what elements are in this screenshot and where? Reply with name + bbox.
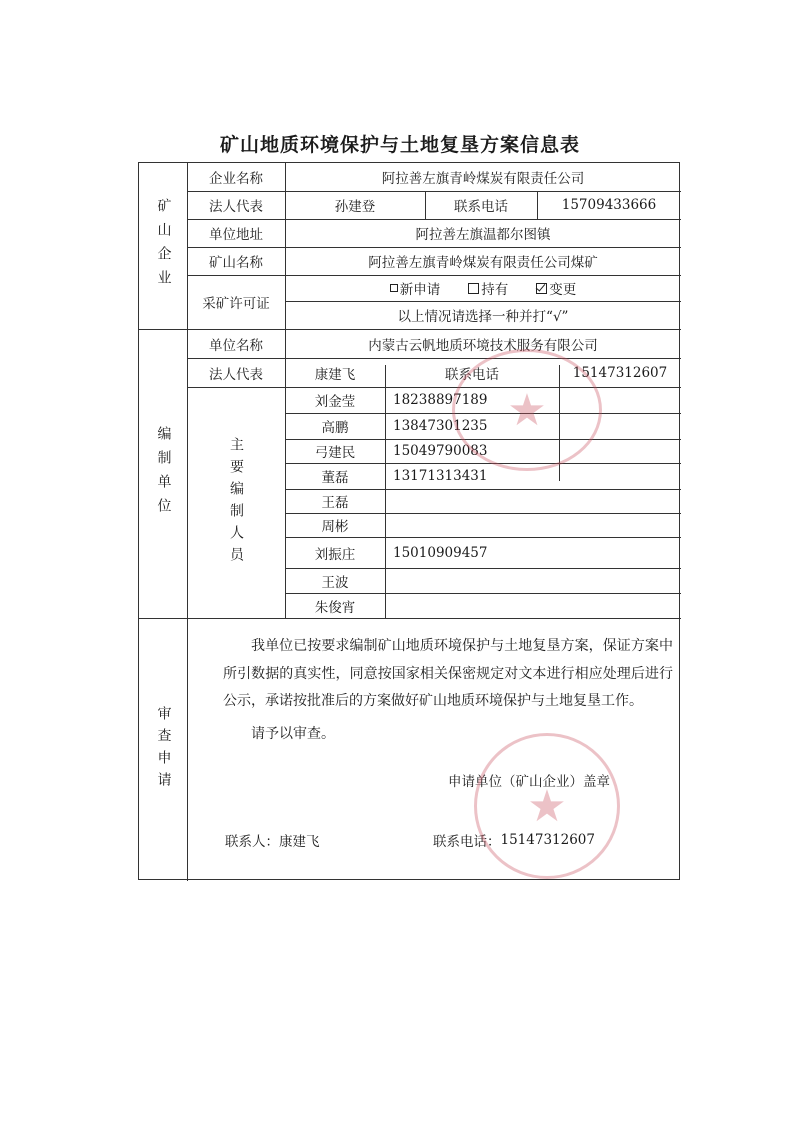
unit-legal-rep-value: 康建飞 bbox=[314, 366, 356, 383]
unit-name-value: 内蒙古云帆地质环境技术服务有限公司 bbox=[368, 337, 598, 354]
phone-value: 15709433666 bbox=[561, 197, 657, 213]
license-label: 采矿许可证 bbox=[202, 296, 270, 312]
contact: 联系人： 康建飞 bbox=[225, 834, 320, 850]
mine-name-label: 矿山名称 bbox=[209, 255, 263, 271]
company-seal bbox=[474, 733, 620, 879]
legal-rep-value: 孙建登 bbox=[334, 199, 376, 215]
compiling-unit-seal bbox=[452, 349, 602, 471]
company-name-label: 企业名称 bbox=[209, 171, 263, 187]
contact-phone: 联系电话： 15147312607 bbox=[433, 832, 595, 850]
section-label: 编制单位 bbox=[155, 425, 172, 522]
license-option-change[interactable]: 变更 bbox=[536, 278, 576, 298]
staff-name: 弓建民 bbox=[314, 445, 356, 461]
license-options bbox=[285, 275, 681, 301]
seal-label: 申请单位（矿山企业）盖章 bbox=[448, 774, 610, 790]
checkbox-checked-icon[interactable] bbox=[536, 283, 547, 294]
checkbox-icon[interactable] bbox=[468, 283, 479, 294]
section-label: 审查申请 bbox=[155, 705, 172, 794]
staff-name: 高鹏 bbox=[321, 420, 349, 436]
staff-phone: 15010909457 bbox=[393, 544, 488, 561]
review-statement: 我单位已按要求编制矿山地质环境保护与土地复垦方案，保证方案中所引数据的真实性，同意按国家相关保密规定对文本进行相应处理后进行公示，承诺按批准后的方案做好矿山地质环境保护与土地复垦工作。 bbox=[223, 638, 673, 709]
staff-name: 王磊 bbox=[321, 495, 349, 511]
phone-label: 联系电话 bbox=[454, 199, 508, 215]
review-request: 请予以审查。 bbox=[251, 726, 335, 742]
star-icon: ★ bbox=[527, 780, 567, 832]
unit-name-label: 单位名称 bbox=[209, 337, 263, 354]
staff-name: 刘振庄 bbox=[314, 546, 356, 563]
star-icon: ★ bbox=[507, 384, 547, 436]
address-value: 阿拉善左旗温都尔图镇 bbox=[415, 227, 551, 243]
section-label: 矿山企业 bbox=[155, 198, 172, 294]
staff-name: 董磊 bbox=[321, 470, 349, 486]
license-option-new[interactable]: 新申请 bbox=[390, 278, 441, 298]
section-review bbox=[139, 618, 187, 881]
staff-phone: 13171313431 bbox=[393, 468, 488, 484]
section-mining-enterprise bbox=[139, 163, 187, 329]
unit-phone-label: 联系电话 bbox=[445, 366, 499, 383]
staff-label: 主要编制人员 bbox=[228, 436, 244, 569]
mine-name-value: 阿拉善左旗青岭煤炭有限责任公司煤矿 bbox=[368, 255, 598, 271]
unit-phone-value: 15147312607 bbox=[572, 364, 668, 381]
checkbox-icon[interactable] bbox=[390, 284, 398, 292]
staff-phone: 15049790083 bbox=[393, 443, 488, 459]
section-compiling-unit bbox=[139, 329, 187, 618]
staff-name: 周彬 bbox=[321, 519, 349, 535]
staff-name: 朱俊宵 bbox=[314, 599, 356, 616]
staff-name: 王波 bbox=[321, 574, 349, 591]
page-title: 矿山地质环境保护与土地复垦方案信息表 bbox=[219, 134, 580, 156]
staff-name: 刘金莹 bbox=[314, 394, 356, 410]
unit-legal-rep-label: 法人代表 bbox=[209, 366, 263, 383]
license-option-hold[interactable]: 持有 bbox=[468, 278, 508, 298]
staff-phone: 18238897189 bbox=[393, 392, 488, 408]
info-table bbox=[138, 162, 680, 880]
company-name-value: 阿拉善左旗青岭煤炭有限责任公司 bbox=[381, 171, 585, 187]
license-note: 以上情况请选择一种并打“√” bbox=[397, 309, 569, 325]
staff-phone: 13847301235 bbox=[393, 418, 488, 434]
legal-rep-label: 法人代表 bbox=[209, 199, 263, 215]
address-label: 单位地址 bbox=[209, 227, 263, 243]
